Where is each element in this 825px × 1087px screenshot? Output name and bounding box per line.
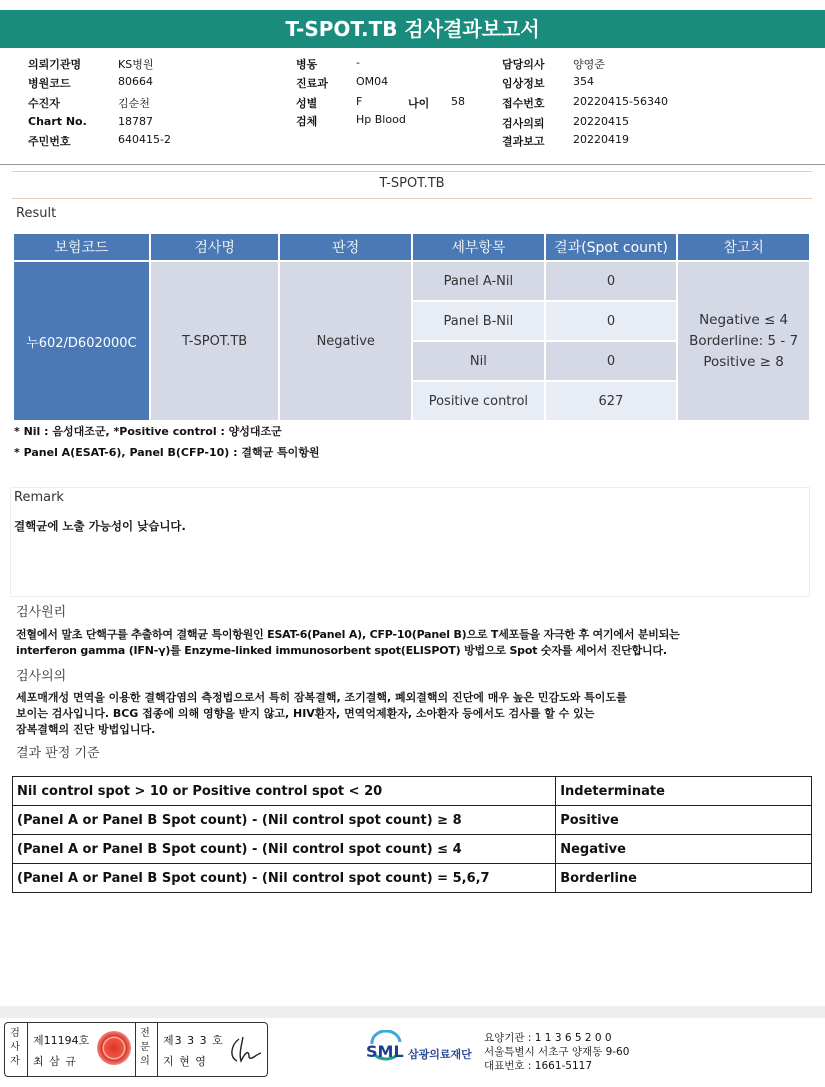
footer-band (0, 1006, 825, 1018)
spot-count: 627 (546, 382, 677, 420)
inspector-number: 제11194호 (33, 1034, 90, 1047)
id-value: 640415-2 (118, 133, 171, 146)
report-label: 결과보고 (502, 135, 545, 148)
patient-label: 수진자 (28, 97, 60, 110)
specimen-value: Hp Blood (356, 113, 406, 126)
ward-value: - (356, 56, 360, 69)
table-row (13, 806, 812, 835)
phone: 대표번호 : 1661-5117 (484, 1060, 593, 1072)
remark-text: 결핵균에 노출 가능성이 낮습니다. (14, 519, 186, 533)
spot-count: 0 (546, 262, 677, 300)
table-row (13, 835, 812, 864)
principle-text (16, 627, 816, 659)
sex-label: 성별 (296, 97, 318, 110)
verifier-label: 전문의 (140, 1028, 150, 1067)
address-block (484, 1031, 629, 1073)
signature-box (4, 1022, 268, 1077)
section-divider-bottom (12, 198, 812, 199)
col-spot-count: 결과(Spot count) (546, 234, 677, 260)
meaning-line-1: 세포매개성 면역을 이용한 결핵감염의 측정법으로서 특히 잠복결핵, 조기결핵, 폐외결핵의 진단에 매우 높은 민감도와 특이도를 (16, 691, 627, 704)
criteria-condition: (Panel A or Panel B Spot count) - (Nil control spot count) = 5,6,7 (13, 864, 556, 893)
principle-line-1: 전혈에서 말초 단핵구를 추출하여 결핵균 특이항원인 ESAT-6(Panel A), CFP-10(Panel B)으로 T세포들을 자극한 후 여기에서 분비되는 (16, 628, 680, 641)
hospital-value: KS병원 (118, 58, 154, 71)
result-table (12, 232, 811, 422)
spot-count: 0 (546, 342, 677, 380)
section-title: T-SPOT.TB (379, 176, 445, 191)
chart-value: 18787 (118, 115, 153, 128)
ref-borderline: Borderline: 5 - 7 (689, 332, 799, 349)
doctor-value: 양영준 (573, 58, 605, 71)
sml-logo (366, 1030, 472, 1068)
remark-label: Remark (14, 490, 64, 505)
col-reference: 참고치 (678, 234, 809, 260)
inspector-label: 검사자 (10, 1028, 20, 1067)
remark-box (10, 487, 810, 597)
report-value: 20220419 (573, 133, 629, 146)
inspector-name: 최 삼 규 (33, 1055, 77, 1068)
detail-item: Positive control (413, 382, 544, 420)
report-title: T-SPOT.TB 검사결과보고서 (0, 10, 825, 48)
ward-label: 병동 (296, 58, 318, 71)
patient-value: 김순천 (118, 97, 150, 110)
note-controls: * Nil : 음성대조군, *Positive control : 양성대조군 (14, 425, 282, 438)
criteria-label: 결과 판정 기준 (16, 746, 100, 761)
sig-divider (27, 1023, 28, 1076)
age-value: 58 (451, 95, 465, 108)
spot-count: 0 (546, 302, 677, 340)
col-test-name: 검사명 (151, 234, 279, 260)
specimen-label: 검체 (296, 115, 318, 128)
logo-sml: SML (366, 1042, 404, 1061)
request-value: 20220415 (573, 115, 629, 128)
criteria-result: Negative (556, 835, 812, 864)
meaning-label: 검사의의 (16, 669, 67, 684)
section-divider-top (12, 171, 812, 172)
verifier-number: 제3 3 3 호 (163, 1034, 224, 1047)
receipt-value: 20220415-56340 (573, 95, 668, 108)
dept-label: 진료과 (296, 77, 328, 90)
result-header-row (14, 234, 809, 260)
result-label: Result (16, 206, 57, 221)
sex-value: F (356, 95, 363, 108)
criteria-condition: (Panel A or Panel B Spot count) - (Nil control spot count) ≥ 8 (13, 806, 556, 835)
detail-item: Nil (413, 342, 544, 380)
header-divider (0, 164, 825, 165)
dept-value: OM04 (356, 75, 389, 88)
signature-icon (227, 1035, 263, 1067)
age-label: 나이 (408, 97, 430, 110)
col-judgement: 판정 (280, 234, 411, 260)
detail-item: Panel B-Nil (413, 302, 544, 340)
request-label: 검사의뢰 (502, 117, 545, 130)
criteria-result: Positive (556, 806, 812, 835)
table-row (14, 262, 809, 300)
meaning-line-2: 보이는 검사입니다. BCG 접종에 의해 영향을 받지 않고, HIV환자, 면역억제환자, 소아환자 등에서도 검사를 할 수 있는 (16, 707, 595, 720)
sig-divider (157, 1023, 158, 1076)
criteria-condition: Nil control spot > 10 or Positive control spot < 20 (13, 777, 556, 806)
org-number: 요양기관 : 1 1 3 6 5 2 0 0 (484, 1032, 612, 1044)
logo-name: 삼광의료재단 (408, 1048, 472, 1061)
hospital-label: 의뢰기관명 (28, 58, 82, 71)
reference-range (678, 262, 809, 420)
ref-negative: Negative ≤ 4 (699, 311, 789, 328)
clinical-value: 354 (573, 75, 594, 88)
col-detail-item: 세부항목 (413, 234, 544, 260)
hospital-code-label: 병원코드 (28, 77, 71, 90)
sig-divider (135, 1023, 136, 1076)
note-antigens: * Panel A(ESAT-6), Panel B(CFP-10) : 결핵균 특이항원 (14, 446, 320, 459)
hospital-code-value: 80664 (118, 75, 153, 88)
table-row (13, 864, 812, 893)
table-row (13, 777, 812, 806)
criteria-table (12, 776, 812, 893)
test-name: T-SPOT.TB (151, 262, 279, 420)
principle-line-2: interferon gamma (IFN-γ)를 Enzyme-linked immunosorbent spot(ELISPOT) 방법으로 Spot 숫자를 세어서 진단합니다. (16, 644, 667, 657)
detail-item: Panel A-Nil (413, 262, 544, 300)
seal-icon (97, 1031, 131, 1065)
patient-info (28, 56, 818, 156)
clinical-label: 임상정보 (502, 77, 545, 90)
receipt-label: 접수번호 (502, 97, 545, 110)
meaning-text (16, 690, 816, 738)
meaning-line-3: 잠복결핵의 진단 방법입니다. (16, 723, 156, 736)
judgement: Negative (280, 262, 411, 420)
criteria-result: Borderline (556, 864, 812, 893)
doctor-label: 담당의사 (502, 58, 545, 71)
id-label: 주민번호 (28, 135, 71, 148)
criteria-result: Indeterminate (556, 777, 812, 806)
insurance-code: 누602/D602000C (14, 262, 149, 420)
criteria-condition: (Panel A or Panel B Spot count) - (Nil control spot count) ≤ 4 (13, 835, 556, 864)
chart-label: Chart No. (28, 115, 87, 128)
col-insurance-code: 보험코드 (14, 234, 149, 260)
address: 서울특별시 서초구 양재동 9-60 (484, 1046, 630, 1058)
ref-positive: Positive ≥ 8 (703, 353, 784, 370)
verifier-name: 지 현 영 (163, 1055, 207, 1068)
principle-label: 검사원리 (16, 605, 67, 620)
